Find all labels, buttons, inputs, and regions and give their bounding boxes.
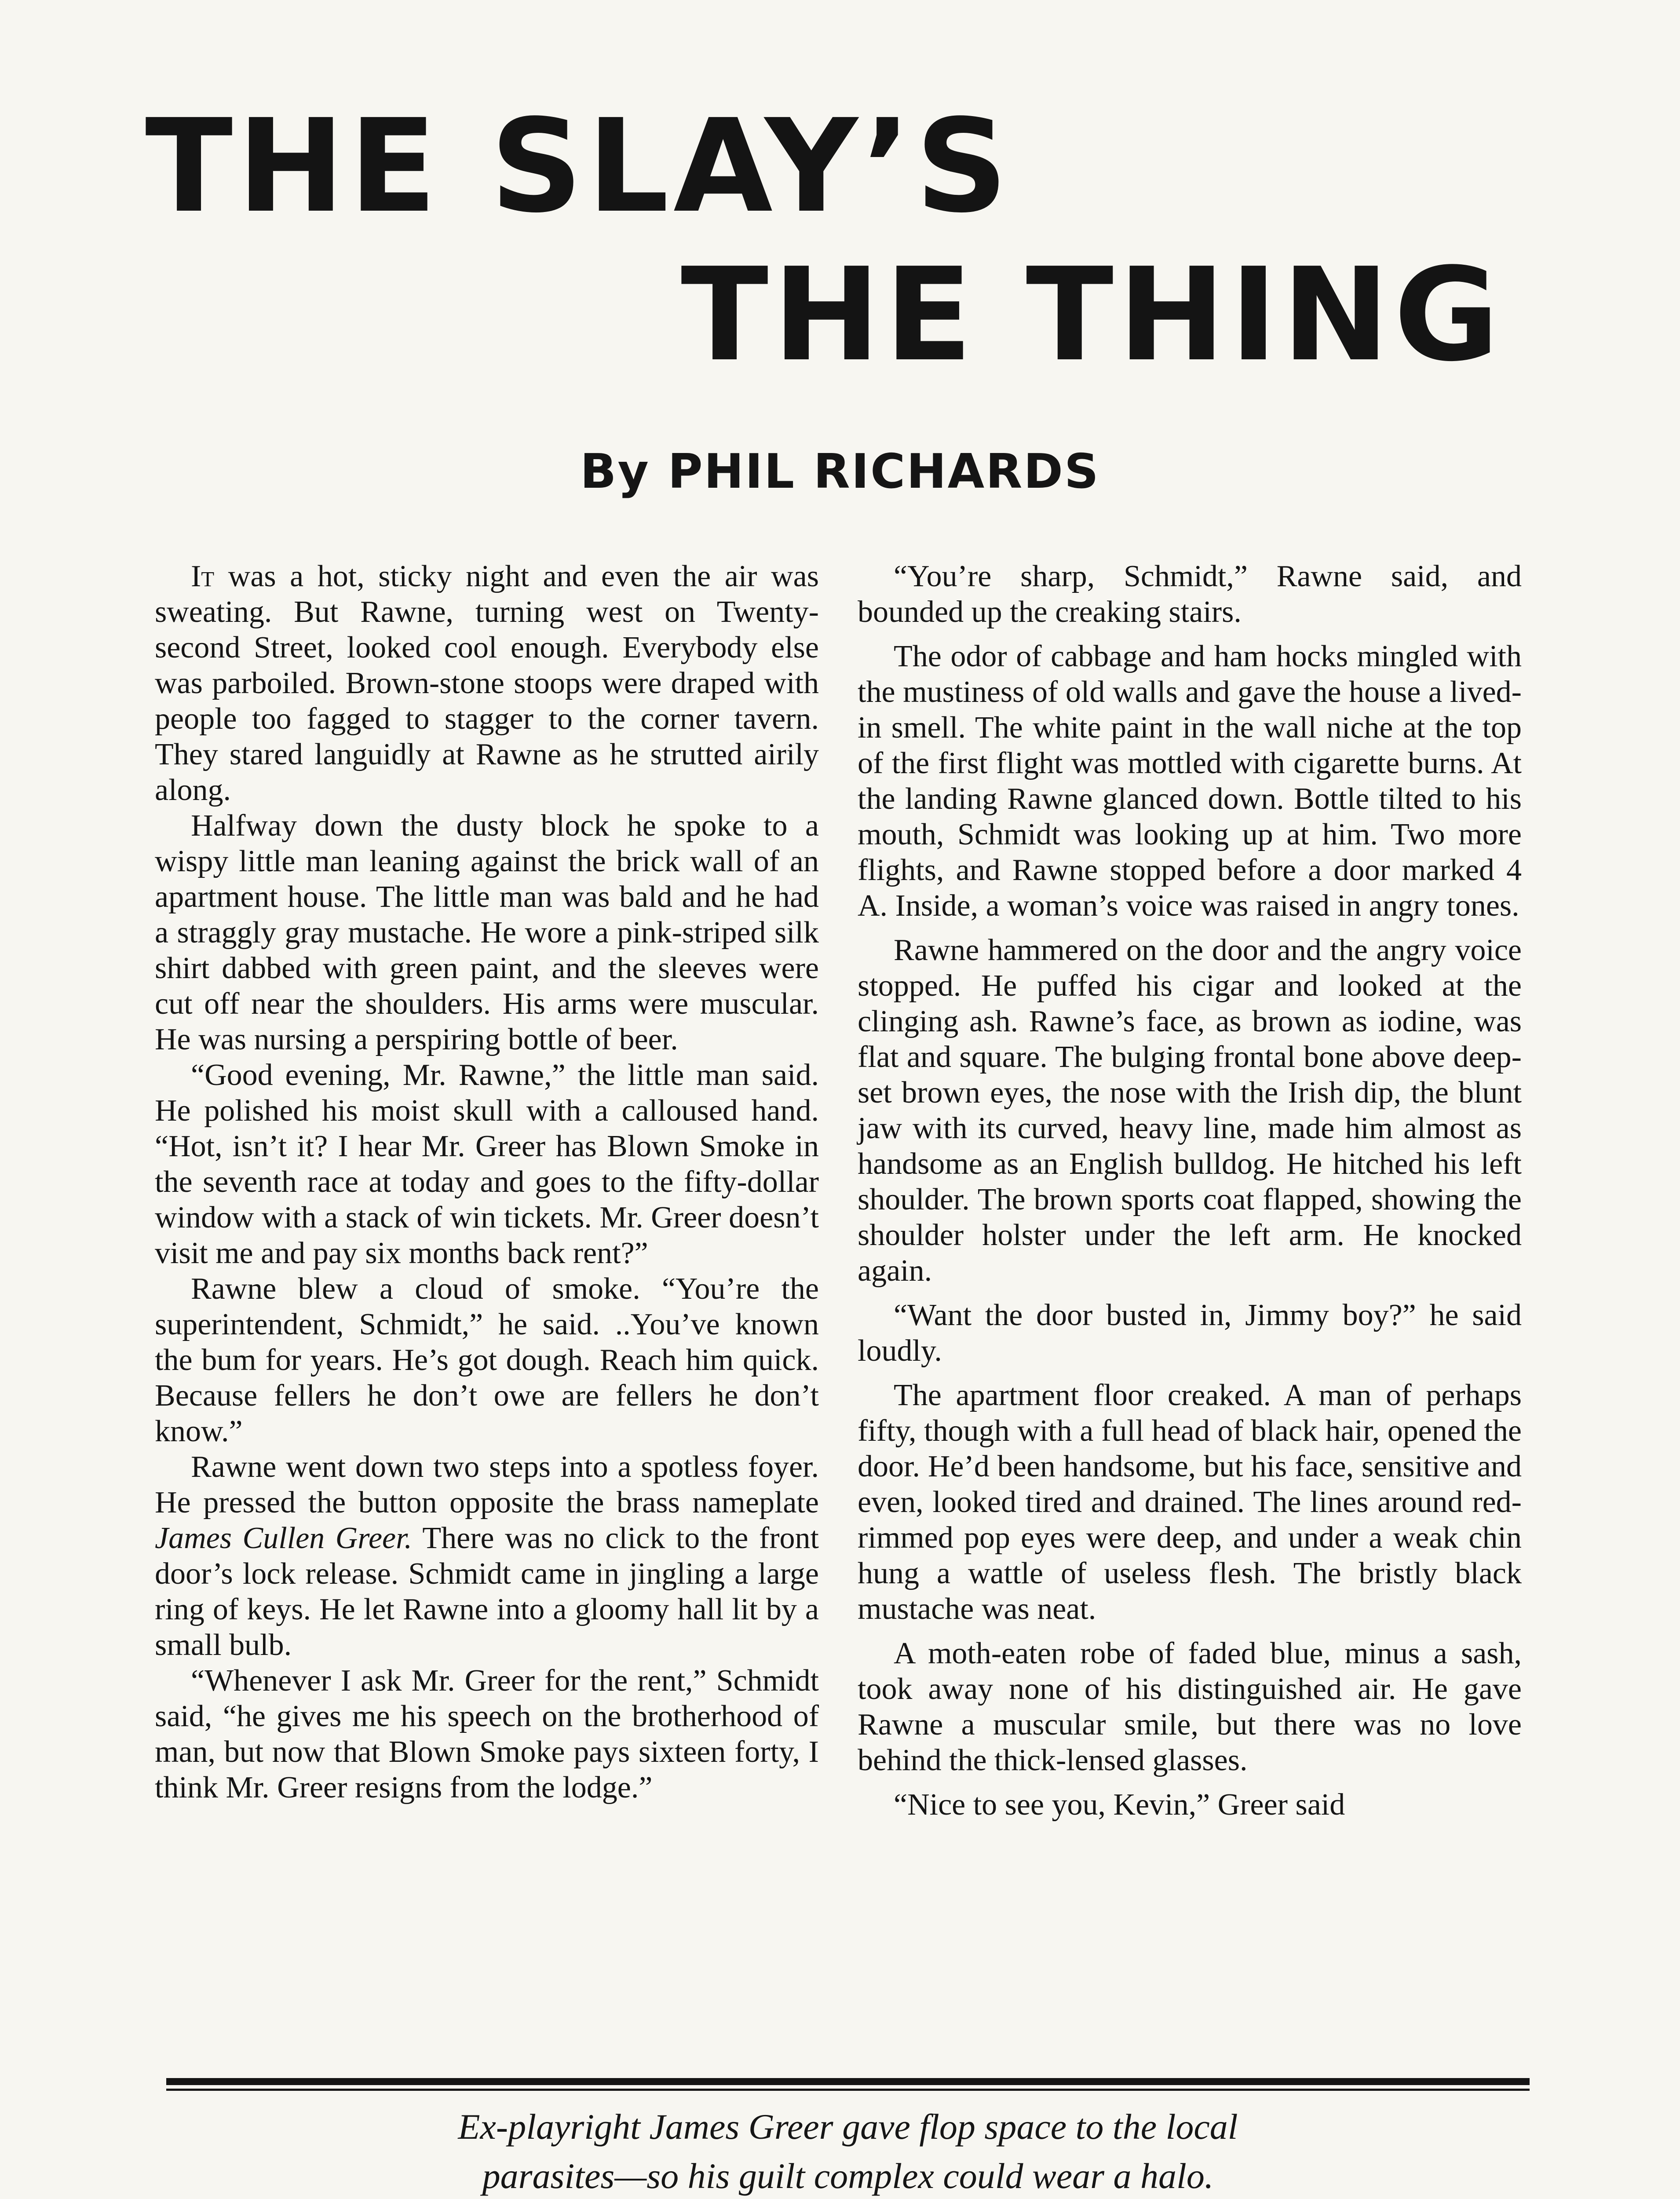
blurb-line: Ex-playright James Greer gave flop space to the local — [458, 2107, 1238, 2147]
paragraph: “Nice to see you, Kevin,” Greer said — [894, 1788, 1345, 1822]
paragraph: The apartment floor creaked. A man of perhaps fifty, though with a full head of black hair, opened the door. He’d been handsome, but his face, sensitive and even, looked tired and drained. The lines around red-rimmed pop eyes were deep, and under a weak chin hung a wattle of useless flesh. The bristly black mustache was neat. — [858, 1378, 1522, 1626]
paragraph-text: There was no click to the front door’s lock release. Schmidt came in jingling a large ring of keys. He let Rawne into a gloomy hall lit by a small bulb. — [155, 1521, 819, 1662]
story-title-line-2: THE THING — [681, 240, 1504, 390]
nameplate-text: James Cullen Greer. — [155, 1521, 413, 1555]
paragraph-text: was a hot, sticky night and even the air was sweating. But Rawne, turning west on Twenty-second Street, looked cool enough. Everybody else was parboiled. Brown-stone stoops were draped with people too fagged to stagger to the corner tavern. They stared languidly at Rawne as he strutted airily along. — [155, 559, 819, 807]
paragraph-text: Rawne went down two steps into a spotless foyer. He pressed the button opposite the brass nameplate — [155, 1450, 819, 1520]
paragraph: “Good evening, Mr. Rawne,” the little man said. He polished his moist skull with a calloused hand. “Hot, isn’t it? I hear Mr. Greer has Blown Smoke in the seventh race at today and goes to the fifty-dollar window with a stack of win tickets. Mr. Greer doesn’t visit me and pay six months back rent?” — [155, 1058, 819, 1270]
blurb-line: parasites—so his guilt complex could wear a halo. — [482, 2156, 1214, 2196]
drop-cap-word: It — [191, 559, 215, 593]
story-title-line-1: THE SLAY’S — [145, 91, 1012, 241]
paragraph: Rawne hammered on the door and the angry voice stopped. He puffed his cigar and looked at the clinging ash. Rawne’s face, as brown as iodine, was flat and square. The bulging frontal bone above deep-set brown eyes, the nose with the Irish dip, the blunt jaw with its curved, heavy line, made him almost as handsome as an English bulldog. He hitched his left shoulder. The brown sports coat flapped, showing the shoulder holster under the left arm. He knocked again. — [858, 933, 1522, 1288]
author-byline: By PHIL RICHARDS — [580, 444, 1100, 499]
paragraph: Rawne blew a cloud of smoke. “You’re the superintendent, Schmidt,” he said. ..You’ve known the bum for years. He’s got dough. Reach him quick. Because fellers he don’t owe are fellers he don’t know.” — [155, 1272, 819, 1448]
paragraph: “Whenever I ask Mr. Greer for the rent,” Schmidt said, “he gives me his speech on the brotherhood of man, but now that Blown Smoke pays sixteen forty, I think Mr. Greer resigns from the lodge.” — [155, 1664, 819, 1804]
divider-rule-top — [166, 2078, 1530, 2091]
paragraph: “Want the door busted in, Jimmy boy?” he said loudly. — [858, 1298, 1522, 1368]
story-blurb — [166, 2102, 1530, 2199]
paragraph — [155, 559, 819, 808]
paragraph: Halfway down the dusty block he spoke to a wispy little man leaning against the brick wall of an apartment house. The little man was bald and he had a straggly gray mustache. He wore a pink-striped silk shirt dabbed with green paint, and the sleeves were cut off near the shoulders. His arms were muscular. He was nursing a perspiring bottle of beer. — [155, 809, 819, 1056]
paragraph: The odor of cabbage and ham hocks mingled with the mustiness of old walls and gave the house a lived-in smell. The white paint in the wall niche at the top of the first flight was mottled with cigarette burns. At the landing Rawne glanced down. Bottle tilted to his mouth, Schmidt was looking up at him. Two more flights, and Rawne stopped before a door marked 4 A. Inside, a woman’s voice was raised in angry tones. — [858, 639, 1522, 923]
story-column-right — [858, 559, 1522, 1831]
story-column-left — [155, 559, 819, 1805]
paragraph: A moth-eaten robe of faded blue, minus a sash, took away none of his distinguished air. He gave Rawne a muscular smile, but there was no love behind the thick-lensed glasses. — [858, 1636, 1522, 1777]
paragraph: “You’re sharp, Schmidt,” Rawne said, and bounded up the creaking stairs. — [858, 559, 1522, 629]
paragraph — [155, 1449, 819, 1663]
